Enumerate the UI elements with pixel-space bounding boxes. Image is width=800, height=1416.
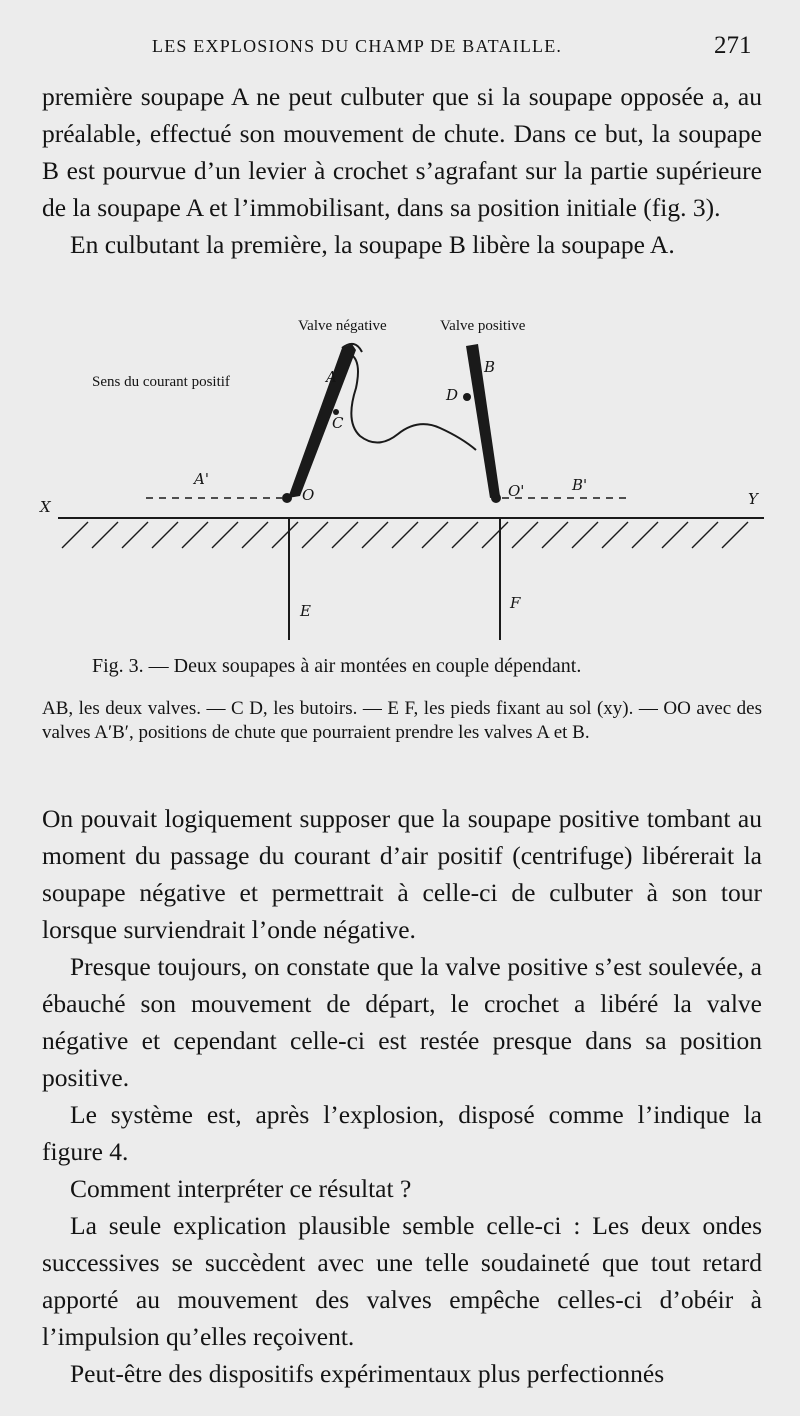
figure-caption: Fig. 3. — Deux soupapes à air montées en couple dépendant.	[92, 655, 582, 677]
letter-b: B	[484, 358, 496, 376]
letter-b-prime: B'	[572, 476, 588, 494]
letter-x: X	[40, 498, 51, 516]
letter-c: C	[332, 414, 344, 432]
paragraph: Peut-être des dispositifs expérimentaux plus perfectionnés	[70, 1359, 665, 1388]
ground-hatching	[62, 522, 748, 548]
page-header	[0, 32, 800, 70]
letter-d: D	[446, 386, 459, 404]
paragraph: On pouvait logiquement supposer que la soupape positive tombant au moment du passage du courant d’air positif (centrifuge) libérerait la soupape négative et permettrait à celle-ci de culbuter à son tour lorsque surviendrait l’onde négative.	[42, 804, 762, 944]
letter-a: A	[326, 368, 337, 386]
stop-d-dot	[463, 393, 471, 401]
letter-y: Y	[748, 490, 758, 508]
pivot-o-prime	[491, 493, 501, 503]
figure-legend: AB, les deux valves. — C D, les butoirs. — E F, les pieds fixant au sol (xy). — OO avec des valves A′B′, positions de chute que pourraient prendre les valves A et B.	[42, 698, 762, 743]
letter-o: O	[302, 486, 315, 504]
figure-3	[0, 300, 800, 660]
top-text	[42, 78, 762, 263]
valve-a	[288, 344, 356, 498]
running-title: LES EXPLOSIONS DU CHAMP DE BATAILLE.	[152, 36, 563, 56]
label-valve-positive: Valve positive	[440, 318, 526, 334]
figure-drawing	[0, 300, 800, 660]
paragraph: Le système est, après l’explosion, disposé comme l’indique la figure 4.	[42, 1100, 762, 1166]
page-number: 271	[714, 32, 752, 59]
label-valve-negative: Valve négative	[298, 318, 387, 334]
pivot-o	[282, 493, 292, 503]
label-current-direction: Sens du courant positif	[92, 374, 230, 390]
letter-o-prime: O'	[508, 482, 525, 500]
paragraph: Comment interpréter ce résultat ?	[70, 1174, 412, 1203]
paragraph: Presque toujours, on constate que la valve positive s’est soulevée, a ébauché son mouvement de départ, le crochet a libéré la valve négative et cependant celle-ci est restée presque dans sa position positive.	[42, 952, 762, 1092]
paragraph: En culbutant la première, la soupape B libère la soupape A.	[70, 230, 675, 259]
body-text	[42, 800, 762, 1392]
letter-f: F	[510, 594, 521, 612]
letter-a-prime: A'	[194, 470, 209, 488]
paragraph: La seule explication plausible semble celle-ci : Les deux ondes successives se succèdent avec une telle soudaineté que tout retard apporté au mouvement des valves empêche celles-ci d’obéir à l’impulsion qu’elles reçoivent.	[42, 1211, 762, 1351]
paragraph: première soupape A ne peut culbuter que si la soupape opposée a, au préalable, effectué son mouvement de chute. Dans ce but, la soupape B est pourvue d’un levier à crochet s’agrafant sur la partie supérieure de la soupape A et l’immobilisant, dans sa position initiale (fig. 3).	[42, 82, 762, 222]
letter-e: E	[300, 602, 311, 620]
